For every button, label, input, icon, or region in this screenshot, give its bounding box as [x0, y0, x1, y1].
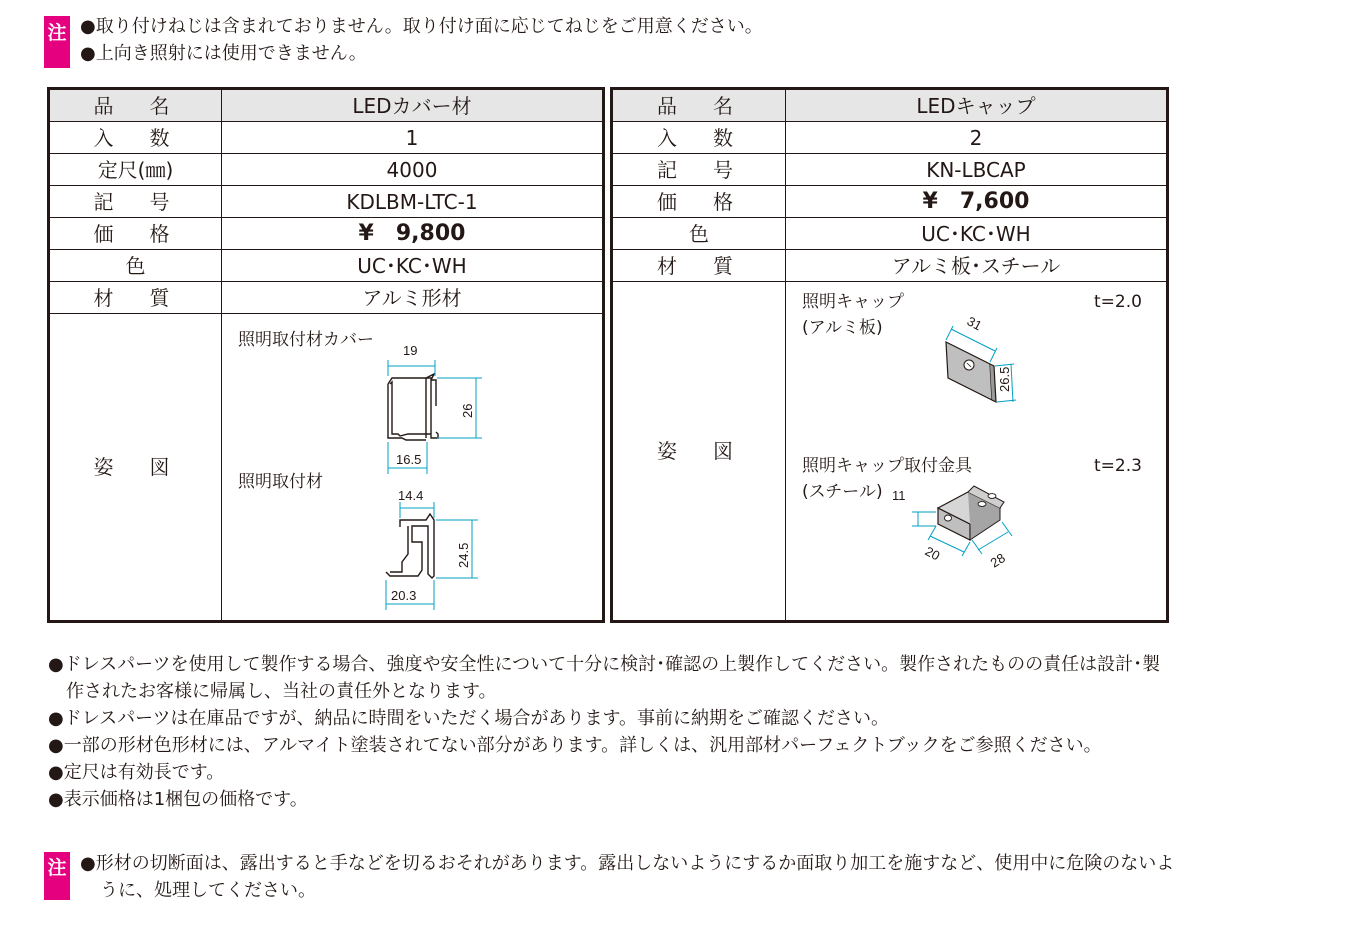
cap-dim-26-5: 26.5	[997, 366, 1012, 392]
table-row	[49, 186, 604, 218]
row-label: 記 号	[49, 186, 222, 218]
dim-20-3: 20.3	[391, 588, 417, 603]
product-name: LEDキャップ	[786, 89, 1168, 122]
product-name: LEDカバー材	[222, 89, 604, 122]
bracket-dim-28: 28	[987, 550, 1008, 571]
row-label: 色	[612, 218, 786, 250]
row-label: 定尺(㎜)	[49, 154, 222, 186]
table-row	[49, 250, 604, 282]
price-value: ¥ 7,600	[786, 186, 1168, 218]
cap-part-material: (アルミ板)	[802, 318, 883, 338]
quantity-value: 2	[786, 122, 1168, 154]
cap-thickness: t=2.0	[1094, 292, 1142, 312]
length-value: 4000	[222, 154, 604, 186]
cap-dim-31: 31	[964, 313, 985, 334]
bracket-part-name: 照明キャップ取付金具	[802, 456, 972, 476]
note-bullet-5: ●表示価格は1梱包の価格です。	[48, 789, 308, 810]
top-note-line-2: ●上向き照射には使用できません。	[80, 43, 367, 64]
bottom-note-line-2: うに、処理してください。	[100, 880, 316, 901]
row-label: 色	[49, 250, 222, 282]
product-code: KDLBM-LTC-1	[222, 186, 604, 218]
table-row	[612, 186, 1168, 218]
color-value: UC･KC･WH	[222, 250, 604, 282]
note-bullet-1: ●ドレスパーツを使用して製作する場合、強度や安全性について十分に検討･確認の上製作してください。製作されたものの責任は設計･製	[48, 654, 1161, 675]
row-label: 入 数	[612, 122, 786, 154]
dim-26: 26	[460, 403, 475, 418]
row-label: 記 号	[612, 154, 786, 186]
table-row	[612, 122, 1168, 154]
bottom-note-line-1: ●形材の切断面は、露出すると手などを切るおそれがあります。露出しないようにするか面取り加工を施すなど、使用中に危険のないよ	[80, 853, 1175, 874]
note-bullet-3: ●一部の形材色形材には、アルマイト塗装されてない部分があります。詳しくは、汎用部材パーフェクトブックをご参照ください。	[48, 735, 1102, 756]
dim-19: 19	[403, 343, 418, 358]
table-row	[612, 89, 1168, 122]
table-row	[49, 154, 604, 186]
table-row	[49, 122, 604, 154]
row-label: 材 質	[612, 250, 786, 282]
bracket-dim-20: 20	[922, 543, 943, 564]
color-value: UC･KC･WH	[786, 218, 1168, 250]
dim-14-4: 14.4	[398, 488, 424, 503]
table-row	[49, 89, 604, 122]
led-cap-spec-table	[610, 87, 1169, 623]
top-note-line-1: ●取り付けねじは含まれておりません。取り付け面に応じてねじをご用意ください。	[80, 16, 763, 37]
row-label: 品 名	[612, 89, 786, 122]
table-row	[49, 282, 604, 314]
table-row	[612, 218, 1168, 250]
cap-part-name: 照明キャップ	[802, 292, 904, 312]
row-label: 価 格	[49, 218, 222, 250]
product-code: KN-LBCAP	[786, 154, 1168, 186]
caution-badge-top: 注	[44, 16, 70, 68]
cover-profile-figure	[222, 314, 604, 622]
price-value: ¥ 9,800	[222, 218, 604, 250]
row-label: 価 格	[612, 186, 786, 218]
cap-figure	[786, 282, 1168, 622]
table-row	[49, 314, 604, 622]
quantity-value: 1	[222, 122, 604, 154]
dim-24-5: 24.5	[456, 542, 471, 568]
row-label: 材 質	[49, 282, 222, 314]
cap-drawing	[786, 282, 1168, 620]
caution-badge-bottom: 注	[44, 852, 70, 900]
note-bullet-4: ●定尺は有効長です。	[48, 762, 225, 783]
part-label-mount: 照明取付材	[238, 472, 323, 492]
material-value: アルミ形材	[222, 282, 604, 314]
bracket-thickness: t=2.3	[1094, 456, 1142, 476]
material-value: アルミ板･スチール	[786, 250, 1168, 282]
table-row	[612, 250, 1168, 282]
bracket-part-material: (スチール)	[802, 482, 883, 502]
figure-label: 姿 図	[49, 314, 222, 622]
bracket-dim-11: 11	[892, 488, 906, 503]
table-row	[612, 282, 1168, 622]
dim-16-5: 16.5	[396, 452, 422, 467]
table-row	[612, 154, 1168, 186]
figure-label: 姿 図	[612, 282, 786, 622]
table-row	[49, 218, 604, 250]
profile-drawing	[222, 314, 604, 620]
row-label: 品 名	[49, 89, 222, 122]
row-label: 入 数	[49, 122, 222, 154]
part-label-cover: 照明取付材カバー	[238, 330, 374, 350]
led-cover-spec-table	[47, 87, 605, 623]
note-bullet-1-cont: 作されたお客様に帰属し、当社の責任外となります。	[66, 681, 497, 702]
note-bullet-2: ●ドレスパーツは在庫品ですが、納品に時間をいただく場合があります。事前に納期をご確認ください。	[48, 708, 890, 729]
